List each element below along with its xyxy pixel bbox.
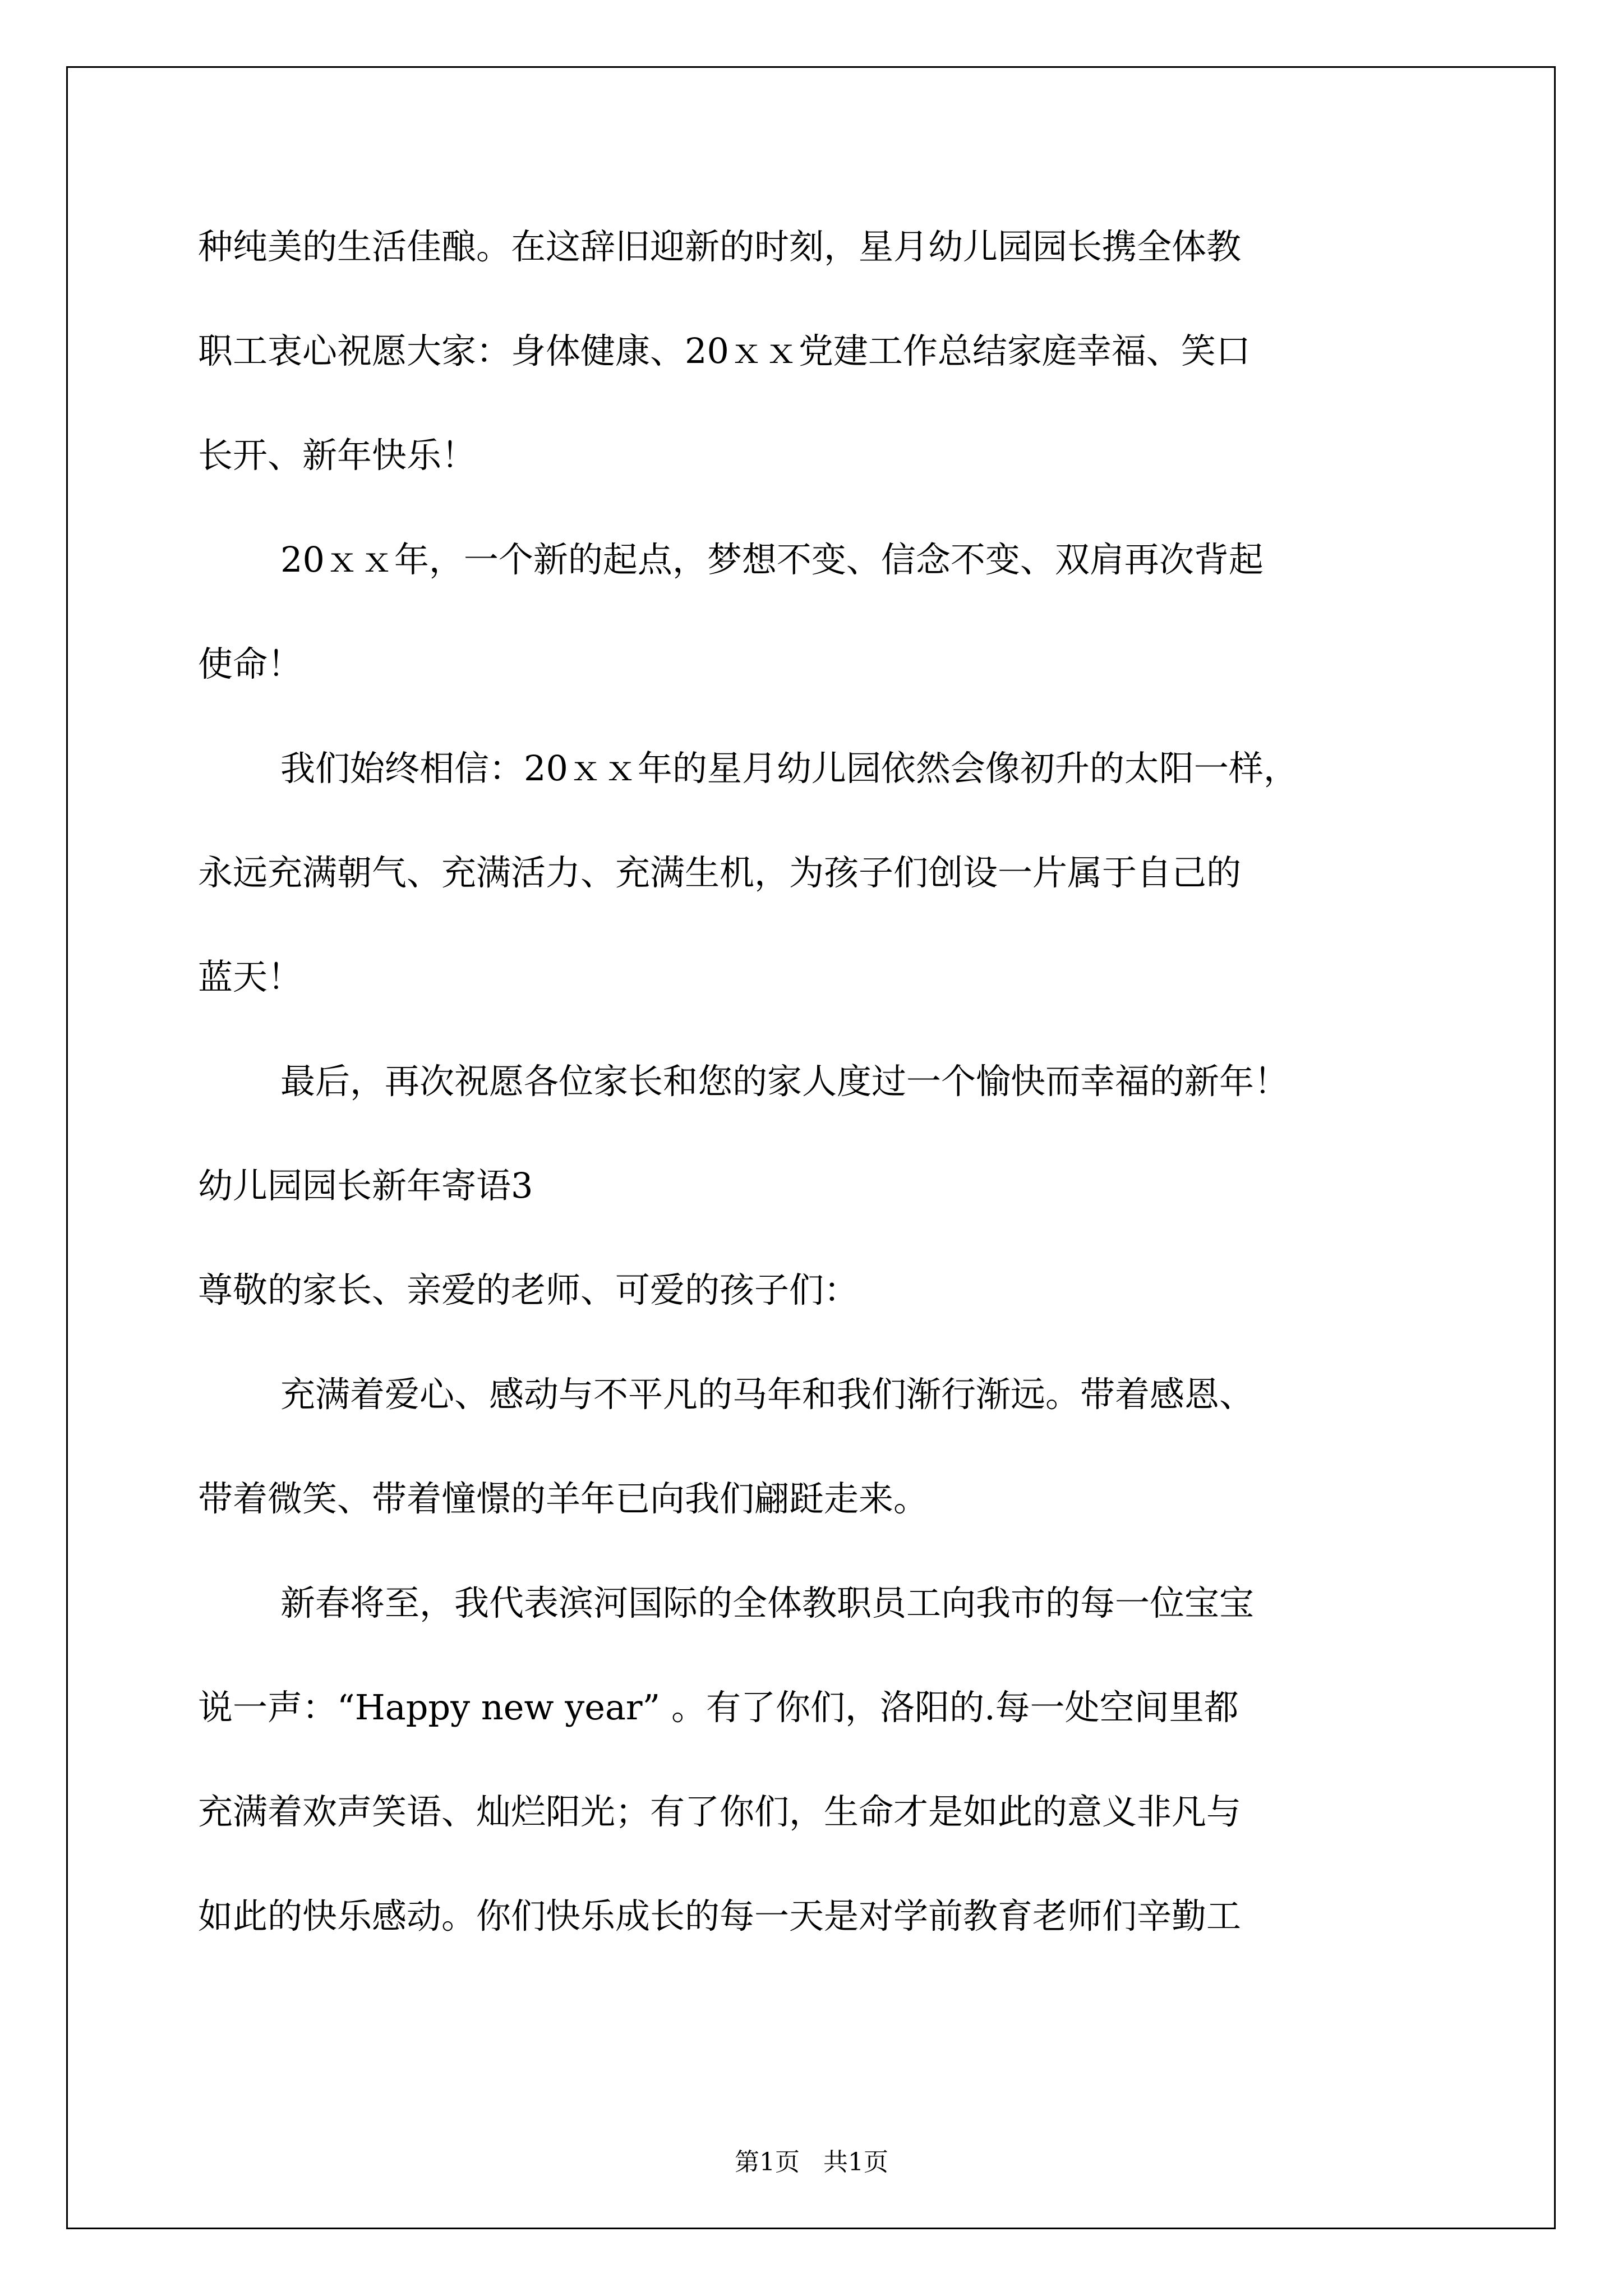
text-line: 充满着欢声笑语、灿烂阳光；有了你们，生命才是如此的意义非凡与 — [198, 1791, 1242, 1832]
text-line: 职工衷心祝愿大家：身体健康、20ｘｘ党建工作总结家庭幸福、笑口 — [198, 330, 1251, 371]
text-line: 带着微笑、带着憧憬的羊年已向我们翩跹走来。 — [198, 1478, 929, 1519]
text-line: 最后，再次祝愿各位家长和您的家人度过一个愉快而幸福的新年！ — [280, 1061, 1289, 1102]
text-line: 蓝天！ — [198, 956, 303, 997]
salutation: 尊敬的家长、亲爱的老师、可爱的孩子们： — [198, 1269, 859, 1310]
text-line: 20ｘｘ年，一个新的起点，梦想不变、信念不变、双肩再次背起 — [280, 539, 1264, 580]
section-heading: 幼儿园园长新年寄语3 — [198, 1165, 533, 1206]
text-line: 如此的快乐感动。你们快乐成长的每一天是对学前教育老师们辛勤工 — [198, 1895, 1242, 1936]
text-line: 新春将至，我代表滨河国际的全体教职员工向我市的每一位宝宝 — [280, 1582, 1255, 1623]
text-line: 说一声：“Happy new year” 。有了你们，洛阳的.每一处空间里都 — [198, 1687, 1239, 1728]
text-line: 充满着爱心、感动与不平凡的马年和我们渐行渐远。带着感恩、 — [280, 1374, 1255, 1415]
text-line: 永远充满朝气、充满活力、充满生机，为孩子们创设一片属于自己的 — [198, 852, 1242, 893]
text-line: 使命！ — [198, 643, 303, 684]
page-footer: 第1页 共1页 — [735, 2148, 888, 2177]
text-line: 长开、新年快乐！ — [198, 435, 477, 476]
text-line: 种纯美的生活佳酿。在这辞旧迎新的时刻，星月幼儿园园长携全体教 — [198, 226, 1242, 267]
text-line: 我们始终相信：20ｘｘ年的星月幼儿园依然会像初升的太阳一样， — [280, 748, 1298, 789]
